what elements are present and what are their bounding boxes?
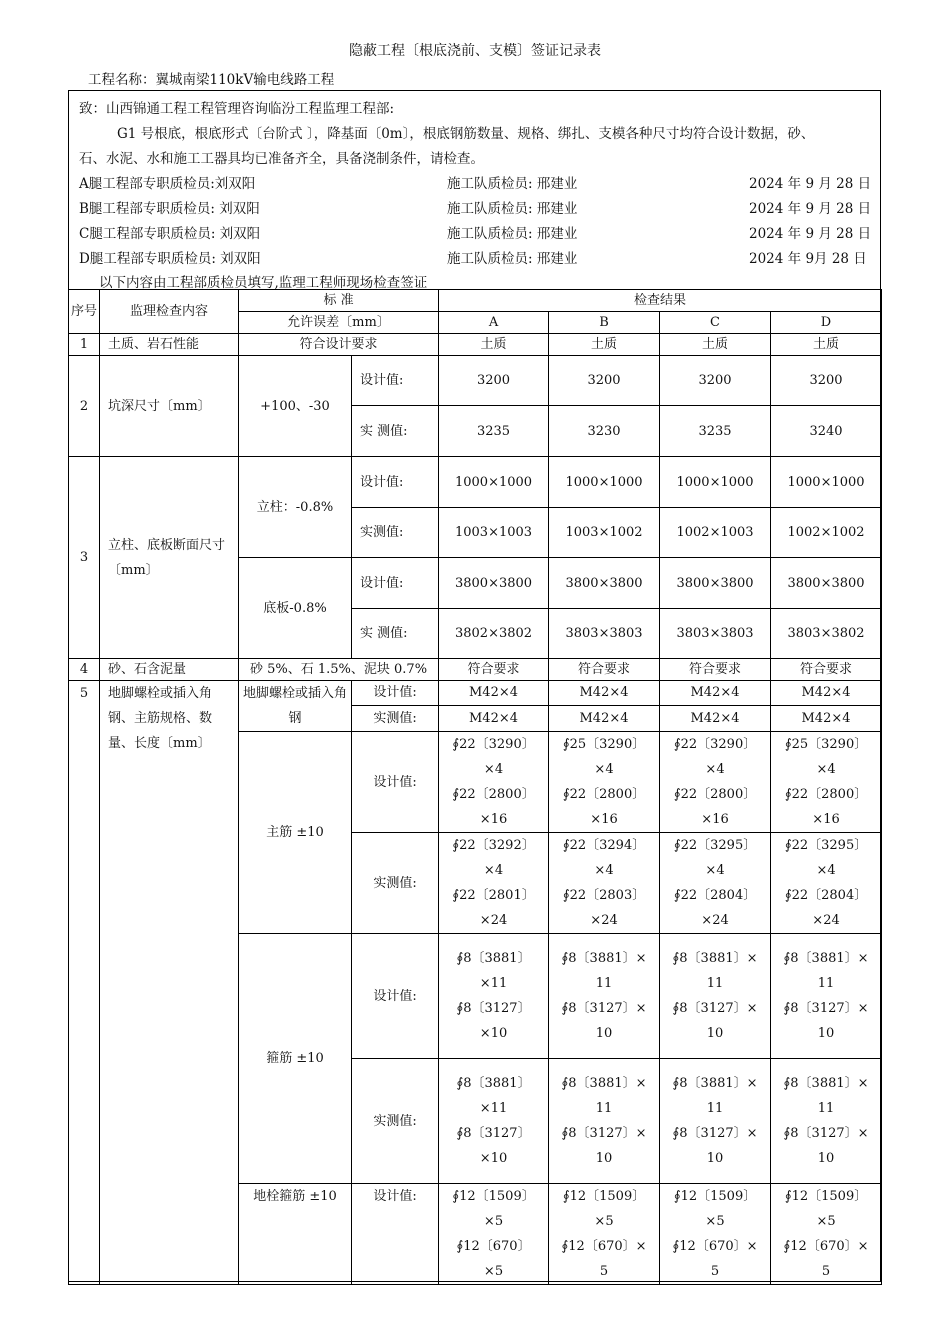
project-name: 工程名称：翼城南梁110kV输电线路工程 [88, 72, 335, 88]
stir-design-d-4: 10 [817, 1026, 835, 1041]
signoff-d-mid: 施工队质检员: 邢建业 [447, 251, 578, 267]
notice-body-line2: 石、水泥、水和施工工器具均已准备齐全，具备浇制条件，请检查。 [79, 151, 484, 167]
stir-design-a-4: ×10 [479, 1026, 508, 1041]
anchor-design-d-2: ×5 [816, 1214, 836, 1229]
row3-col-design-a: 1000×1000 [439, 457, 549, 508]
anchor-design-c-1: ∮12〔1509〕 [673, 1189, 757, 1204]
row3-no: 3 [69, 457, 100, 659]
row4-item: 砂、石含泥量 [100, 659, 239, 681]
row5-main-design-d [771, 732, 882, 833]
header-item: 监理检查内容 [100, 290, 239, 334]
stir-actual-a-3: ∮8〔3127〕 [456, 1126, 531, 1141]
main-actual-b-2: ×4 [594, 863, 614, 878]
stir-actual-a-2: ×11 [479, 1101, 508, 1116]
row2-design-label: 设计值: [352, 356, 439, 406]
main-actual-b-1: ∮22〔3294〕 [562, 838, 646, 853]
row5-main-label: 主筋 ±10 [239, 732, 352, 934]
row5-bolt-label: 地脚螺栓或插入角钢 [239, 681, 352, 732]
row5-stir-actual-c [660, 1059, 771, 1184]
row5-main-design-a [439, 732, 549, 833]
signoff-a-mid: 施工队质检员: 邢建业 [447, 176, 578, 192]
stir-actual-d-4: 10 [817, 1151, 835, 1166]
stir-design-b-3: ∮8〔3127〕× [561, 1001, 647, 1016]
stir-actual-a-1: ∮8〔3881〕 [456, 1076, 531, 1091]
stir-actual-c-1: ∮8〔3881〕× [672, 1076, 758, 1091]
row3-base-actual-b: 3803×3803 [549, 609, 660, 659]
signoff-a-left: A腿工程部专职质检员:刘双阳 [79, 176, 256, 192]
notice-footer: 以下内容由工程部质检员填写,监理工程师现场检查签证 [99, 275, 428, 291]
row2-no: 2 [69, 356, 100, 457]
row4-no: 4 [69, 659, 100, 681]
row5-stir-design-d [771, 934, 882, 1059]
stir-design-d-1: ∮8〔3881〕× [783, 951, 869, 966]
row5-bolt-actual-c: M42×4 [660, 706, 771, 732]
header-col-a: A [439, 312, 549, 334]
row3-col-actual-a: 1003×1003 [439, 508, 549, 558]
stir-actual-c-3: ∮8〔3127〕× [672, 1126, 758, 1141]
row3-col-design-d: 1000×1000 [771, 457, 882, 508]
main-actual-d-2: ×4 [816, 863, 836, 878]
table-row [69, 659, 882, 681]
row2-actual-a: 3235 [439, 406, 549, 457]
row5-main-design-label: 设计值: [352, 732, 439, 833]
row1-no: 1 [69, 334, 100, 356]
row2-design-a: 3200 [439, 356, 549, 406]
main-design-c-3: ∮22〔2800〕 [673, 787, 757, 802]
row5-anchor-design-d [771, 1184, 882, 1285]
main-design-a-1: ∮22〔3290〕 [452, 737, 535, 752]
header-seq: 序号 [69, 290, 100, 334]
main-design-b-1: ∮25〔3290〕 [562, 737, 646, 752]
stir-actual-d-1: ∮8〔3881〕× [783, 1076, 869, 1091]
row5-stir-actual-d [771, 1059, 882, 1184]
row3-base-design-label: 设计值: [352, 558, 439, 609]
row2-actual-c: 3235 [660, 406, 771, 457]
row3-col-actual-label: 实测值: [352, 508, 439, 558]
stir-design-d-2: 11 [817, 976, 835, 991]
anchor-design-d-1: ∮12〔1509〕 [784, 1189, 868, 1204]
row5-bolt-design-b: M42×4 [549, 681, 660, 706]
notice-recipient: 致：山西锦通工程工程管理咨询临汾工程监理工程部: [79, 101, 395, 117]
signoff-c-left: C腿工程部专职质检员: 刘双阳 [79, 226, 261, 242]
row3-base-tolerance: 底板-0.8% [239, 558, 352, 659]
signoff-d-date: 2024 年 9月 28 日 [749, 251, 867, 267]
row5-bolt-design-label: 设计值: [352, 681, 439, 706]
stir-design-a-1: ∮8〔3881〕 [456, 951, 531, 966]
main-design-d-1: ∮25〔3290〕 [784, 737, 868, 752]
signoff-c-mid: 施工队质检员: 邢建业 [447, 226, 578, 242]
stir-design-b-4: 10 [595, 1026, 613, 1041]
row5-stir-design-a [439, 934, 549, 1059]
row3-col-design-c: 1000×1000 [660, 457, 771, 508]
stir-design-c-3: ∮8〔3127〕× [672, 1001, 758, 1016]
row3-col-design-b: 1000×1000 [549, 457, 660, 508]
header-row-1 [69, 290, 882, 312]
main-actual-d-3: ∮22〔2804〕 [784, 888, 868, 903]
main-design-a-2: ×4 [483, 762, 504, 777]
main-actual-c-4: ×24 [701, 913, 729, 928]
row5-anchor-design-c [660, 1184, 771, 1285]
main-actual-c-3: ∮22〔2804〕 [673, 888, 757, 903]
main-actual-c-1: ∮22〔3295〕 [673, 838, 757, 853]
row5-bolt-design-c: M42×4 [660, 681, 771, 706]
row2-actual-label: 实 测值: [352, 406, 439, 457]
main-design-c-4: ×16 [701, 812, 729, 827]
row3-base-actual-c: 3803×3803 [660, 609, 771, 659]
row3-col-design-label: 设计值: [352, 457, 439, 508]
stir-actual-d-3: ∮8〔3127〕× [783, 1126, 869, 1141]
row1-val-a: 土质 [439, 334, 549, 356]
row5-stir-design-b [549, 934, 660, 1059]
main-design-d-3: ∮22〔2800〕 [784, 787, 868, 802]
row4-standard: 砂 5%、石 1.5%、泥块 0.7% [239, 659, 439, 681]
row5-main-design-c [660, 732, 771, 833]
row2-design-d: 3200 [771, 356, 882, 406]
row4-val-a: 符合要求 [439, 659, 549, 681]
row3-base-actual-label: 实 测值: [352, 609, 439, 659]
stir-actual-c-4: 10 [706, 1151, 724, 1166]
main-actual-a-3: ∮22〔2801〕 [452, 888, 535, 903]
row2-tolerance: +100、-30 [239, 356, 352, 457]
stir-actual-b-2: 11 [595, 1101, 613, 1116]
row5-stirrup-design-label: 设计值: [352, 934, 439, 1059]
header-tolerance: 允许误差〔mm〕 [239, 312, 439, 334]
row5-main-actual-c [660, 833, 771, 934]
header-col-c: C [660, 312, 771, 334]
stir-actual-b-3: ∮8〔3127〕× [561, 1126, 647, 1141]
main-actual-a-4: ×24 [479, 913, 508, 928]
row1-item: 土质、岩石性能 [100, 334, 239, 356]
row5-bolt-design-a: M42×4 [439, 681, 549, 706]
main-actual-b-4: ×24 [590, 913, 618, 928]
header-result: 检查结果 [439, 290, 882, 312]
anchor-design-b-1: ∮12〔1509〕 [562, 1189, 646, 1204]
row2-actual-d: 3240 [771, 406, 882, 457]
row1-val-d: 土质 [771, 334, 882, 356]
main-actual-a-1: ∮22〔3292〕 [452, 838, 535, 853]
row5-main-actual-label: 实测值: [352, 833, 439, 934]
main-design-d-4: ×16 [812, 812, 840, 827]
row5-bolt-actual-d: M42×4 [771, 706, 882, 732]
stir-design-c-2: 11 [706, 976, 724, 991]
inspection-table [68, 289, 882, 1285]
row5-stirrup-actual-label: 实测值: [352, 1059, 439, 1184]
row4-val-d: 符合要求 [771, 659, 882, 681]
table-row [69, 457, 882, 508]
signoff-b-left: B腿工程部专职质检员: 刘双阳 [79, 201, 260, 217]
main-actual-b-3: ∮22〔2803〕 [562, 888, 646, 903]
anchor-design-a-3: ∮12〔670〕 [456, 1239, 531, 1254]
row5-stir-actual-a [439, 1059, 549, 1184]
row3-base-design-a: 3800×3800 [439, 558, 549, 609]
row2-actual-b: 3230 [549, 406, 660, 457]
stir-actual-d-2: 11 [817, 1101, 835, 1116]
main-design-d-2: ×4 [816, 762, 836, 777]
anchor-design-a-2: ×5 [483, 1214, 504, 1229]
row5-stir-design-c [660, 934, 771, 1059]
header-col-b: B [549, 312, 660, 334]
table-row [69, 681, 882, 706]
anchor-design-b-4: 5 [599, 1264, 609, 1279]
row3-base-design-c: 3800×3800 [660, 558, 771, 609]
stir-actual-a-4: ×10 [479, 1151, 508, 1166]
table-row [69, 356, 882, 406]
row3-base-actual-a: 3802×3802 [439, 609, 549, 659]
main-actual-d-4: ×24 [812, 913, 840, 928]
row3-base-design-d: 3800×3800 [771, 558, 882, 609]
anchor-design-d-3: ∮12〔670〕× [783, 1239, 869, 1254]
notice-body-line1: G1 号根底，根底形式〔台阶式 〕，降基面〔0m〕，根底钢筋数量、规格、绑扎、支模各种尺寸均符合设计数据，砂、 [117, 126, 815, 142]
row2-item: 坑深尺寸〔mm〕 [100, 356, 239, 457]
row3-col-actual-c: 1002×1003 [660, 508, 771, 558]
anchor-design-c-2: ×5 [705, 1214, 725, 1229]
main-design-b-2: ×4 [594, 762, 614, 777]
notice-section [69, 91, 880, 289]
main-actual-a-2: ×4 [483, 863, 504, 878]
row5-main-actual-b [549, 833, 660, 934]
row5-bolt-actual-label: 实测值: [352, 706, 439, 732]
anchor-design-d-4: 5 [821, 1264, 831, 1279]
anchor-design-a-1: ∮12〔1509〕 [452, 1189, 535, 1204]
row5-anchor-design-b [549, 1184, 660, 1285]
row3-column-tolerance: 立柱：-0.8% [239, 457, 352, 558]
stir-design-c-1: ∮8〔3881〕× [672, 951, 758, 966]
stir-actual-b-4: 10 [595, 1151, 613, 1166]
main-design-c-2: ×4 [705, 762, 725, 777]
row5-bolt-design-d: M42×4 [771, 681, 882, 706]
row5-bolt-actual-a: M42×4 [439, 706, 549, 732]
row1-standard: 符合设计要求 [239, 334, 439, 356]
main-design-b-4: ×16 [590, 812, 618, 827]
main-design-b-3: ∮22〔2800〕 [562, 787, 646, 802]
stir-design-b-1: ∮8〔3881〕× [561, 951, 647, 966]
main-design-c-1: ∮22〔3290〕 [673, 737, 757, 752]
stir-design-d-3: ∮8〔3127〕× [783, 1001, 869, 1016]
row5-bolt-actual-b: M42×4 [549, 706, 660, 732]
row2-design-b: 3200 [549, 356, 660, 406]
row5-main-actual-d [771, 833, 882, 934]
stir-actual-b-1: ∮8〔3881〕× [561, 1076, 647, 1091]
row5-main-actual-a [439, 833, 549, 934]
anchor-design-b-3: ∮12〔670〕× [561, 1239, 647, 1254]
signoff-a-date: 2024 年 9 月 28 日 [749, 176, 872, 192]
stir-design-a-2: ×11 [479, 976, 508, 991]
signoff-b-mid: 施工队质检员: 邢建业 [447, 201, 578, 217]
main-actual-d-1: ∮22〔3295〕 [784, 838, 868, 853]
main-actual-c-2: ×4 [705, 863, 725, 878]
stir-design-b-2: 11 [595, 976, 613, 991]
row5-stir-actual-b [549, 1059, 660, 1184]
row3-base-design-b: 3800×3800 [549, 558, 660, 609]
row5-anchor-design-a [439, 1184, 549, 1285]
main-design-a-4: ×16 [479, 812, 508, 827]
main-design-a-3: ∮22〔2800〕 [452, 787, 535, 802]
stir-design-a-3: ∮8〔3127〕 [456, 1001, 531, 1016]
anchor-design-c-3: ∮12〔670〕× [672, 1239, 758, 1254]
row5-anchor-design-label: 设计值: [352, 1184, 439, 1285]
anchor-design-c-4: 5 [710, 1264, 720, 1279]
stir-actual-c-2: 11 [706, 1101, 724, 1116]
row5-item: 地脚螺栓或插入角钢、主筋规格、数量、长度〔mm〕 [100, 681, 239, 1285]
row2-design-c: 3200 [660, 356, 771, 406]
stir-design-c-4: 10 [706, 1026, 724, 1041]
header-col-d: D [771, 312, 882, 334]
row3-item: 立柱、底板断面尺寸〔mm〕 [100, 457, 239, 659]
anchor-design-b-2: ×5 [594, 1214, 614, 1229]
row5-main-design-b [549, 732, 660, 833]
page-title: 隐蔽工程〔根底浇前、支模〕签证记录表 [349, 43, 601, 59]
row3-base-actual-d: 3803×3802 [771, 609, 882, 659]
row1-val-c: 土质 [660, 334, 771, 356]
row5-stirrup-label: 箍筋 ±10 [239, 934, 352, 1184]
row5-no: 5 [69, 681, 100, 1285]
table-row [69, 334, 882, 356]
row3-col-actual-d: 1002×1002 [771, 508, 882, 558]
header-standard: 标 准 [239, 290, 439, 312]
signoff-d-left: D腿工程部专职质检员: 刘双阳 [79, 251, 261, 267]
row5-anchor-label: 地栓箍筋 ±10 [239, 1184, 352, 1285]
signoff-c-date: 2024 年 9 月 28 日 [749, 226, 872, 242]
row1-val-b: 土质 [549, 334, 660, 356]
row4-val-c: 符合要求 [660, 659, 771, 681]
anchor-design-a-4: ×5 [483, 1264, 504, 1279]
row4-val-b: 符合要求 [549, 659, 660, 681]
row3-col-actual-b: 1003×1002 [549, 508, 660, 558]
signoff-b-date: 2024 年 9 月 28 日 [749, 201, 872, 217]
